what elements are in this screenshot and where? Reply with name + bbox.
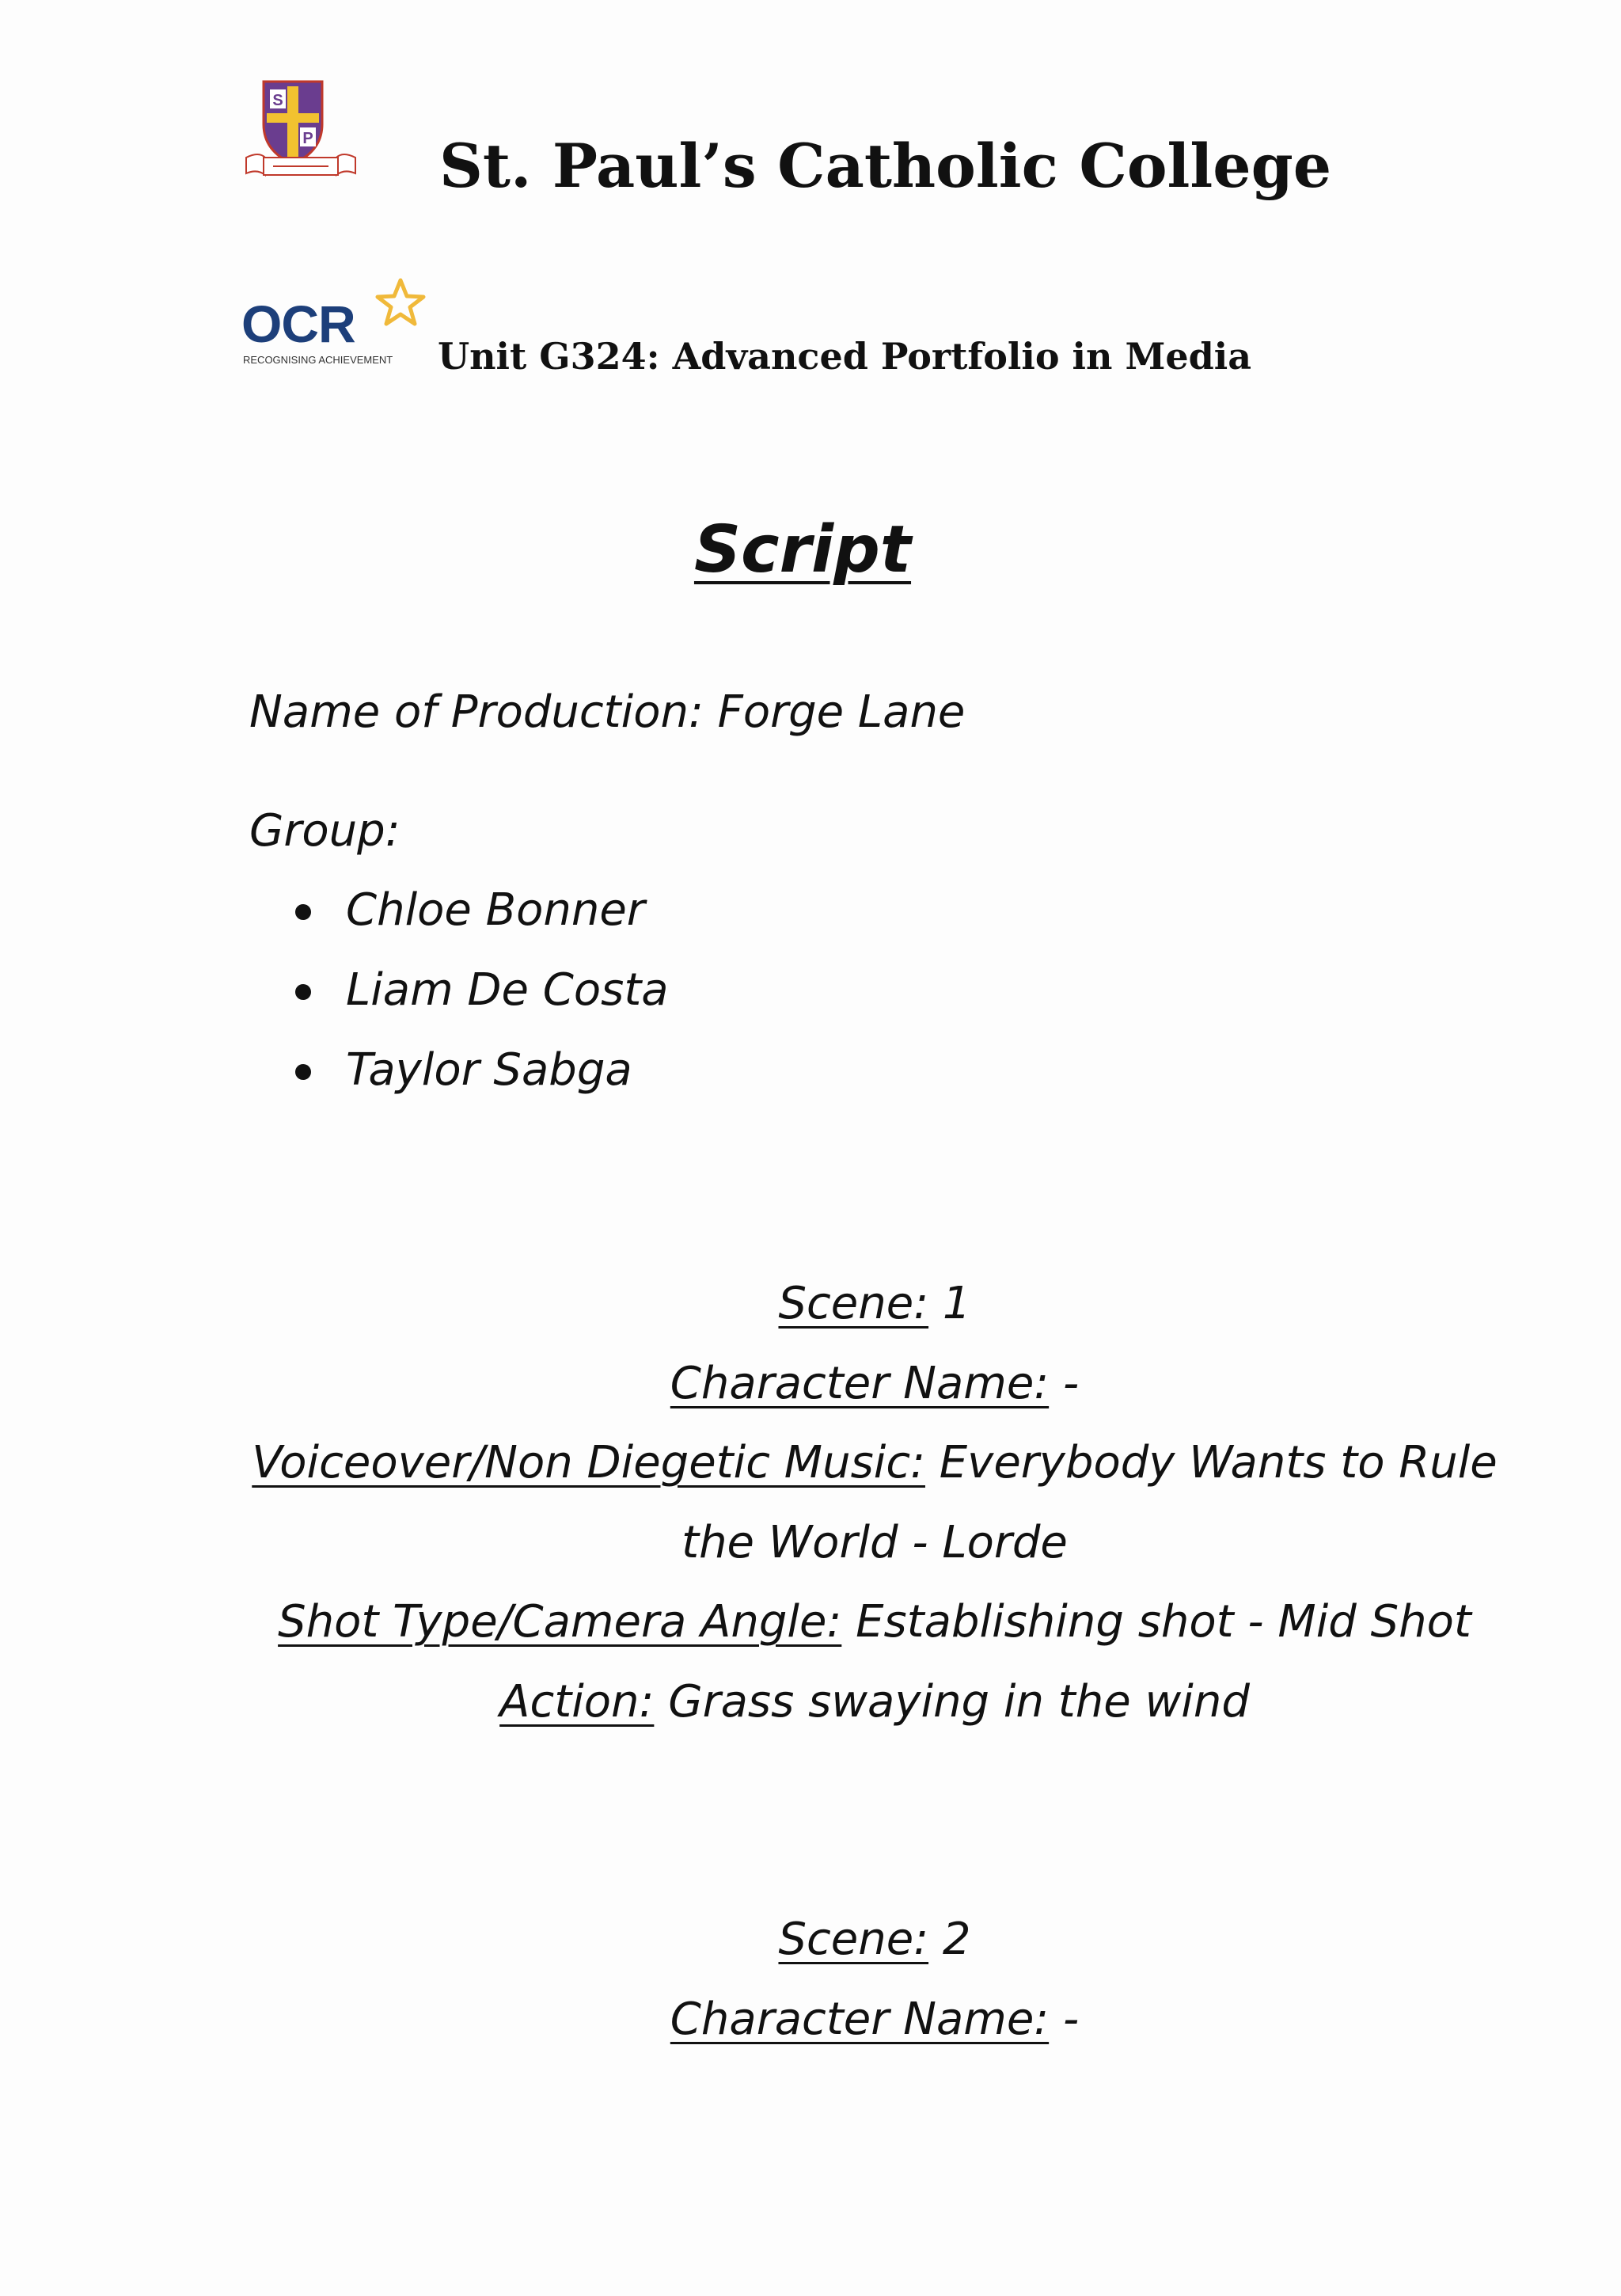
scene-number: 2 (942, 1914, 971, 1965)
group-label: Group: (249, 805, 401, 857)
character-label: Character Name: (670, 1993, 1050, 2045)
group-member-name: Liam De Costa (346, 964, 669, 1016)
scene-number: 1 (942, 1278, 971, 1329)
character-label: Character Name: (670, 1357, 1050, 1409)
ocr-logo-text: OCR (241, 295, 355, 353)
list-item (249, 1039, 669, 1119)
action-label: Action: (499, 1675, 655, 1728)
character-value: - (1062, 1357, 1080, 1409)
ocr-tagline: RECOGNISING ACHIEVEMENT (243, 354, 393, 366)
shot-type-line (249, 1583, 1500, 1663)
document-title (0, 507, 1621, 594)
music-value: Everybody Wants to Rule the World - Lorde (681, 1437, 1498, 1568)
group-member-name: Taylor Sabga (346, 1044, 632, 1096)
production-name-line (249, 681, 965, 744)
action-line (249, 1663, 1500, 1743)
star-icon (374, 277, 427, 329)
character-value: - (1062, 1993, 1080, 2045)
list-item (249, 879, 669, 959)
character-name-line (249, 1344, 1500, 1424)
production-label: Name of Production: (249, 686, 704, 738)
production-value: Forge Lane (717, 686, 966, 738)
list-item (249, 959, 669, 1039)
bullet-icon (295, 1064, 311, 1080)
scene-1-block (249, 1264, 1500, 1742)
character-name-line (249, 1980, 1500, 2060)
crest-letter-p: P (302, 130, 313, 147)
music-label: Voiceover/Non Diegetic Music: (252, 1437, 925, 1488)
group-member-list (249, 879, 669, 1119)
scene-number-line (249, 1264, 1500, 1344)
scene-number-line (249, 1900, 1500, 1980)
scene-label: Scene: (778, 1914, 929, 1965)
scene-label: Scene: (778, 1278, 929, 1329)
music-line (249, 1424, 1500, 1583)
ocr-logo (241, 277, 431, 372)
scene-2-block (249, 1900, 1500, 2059)
college-name-heading: St. Paul’s Catholic College (439, 131, 1332, 201)
crest-letter-s: S (272, 92, 283, 109)
action-value: Grass swaying in the wind (668, 1675, 1250, 1728)
bullet-icon (295, 984, 311, 1000)
bullet-icon (295, 904, 311, 920)
script-title-text: Script (693, 512, 912, 587)
shot-type-label: Shot Type/Camera Angle: (278, 1596, 842, 1648)
shot-type-value: Establishing shot - Mid Shot (856, 1596, 1471, 1648)
group-member-name: Chloe Bonner (346, 884, 645, 936)
college-crest-logo (241, 75, 360, 186)
unit-title: Unit G324: Advanced Portfolio in Media (438, 335, 1252, 378)
